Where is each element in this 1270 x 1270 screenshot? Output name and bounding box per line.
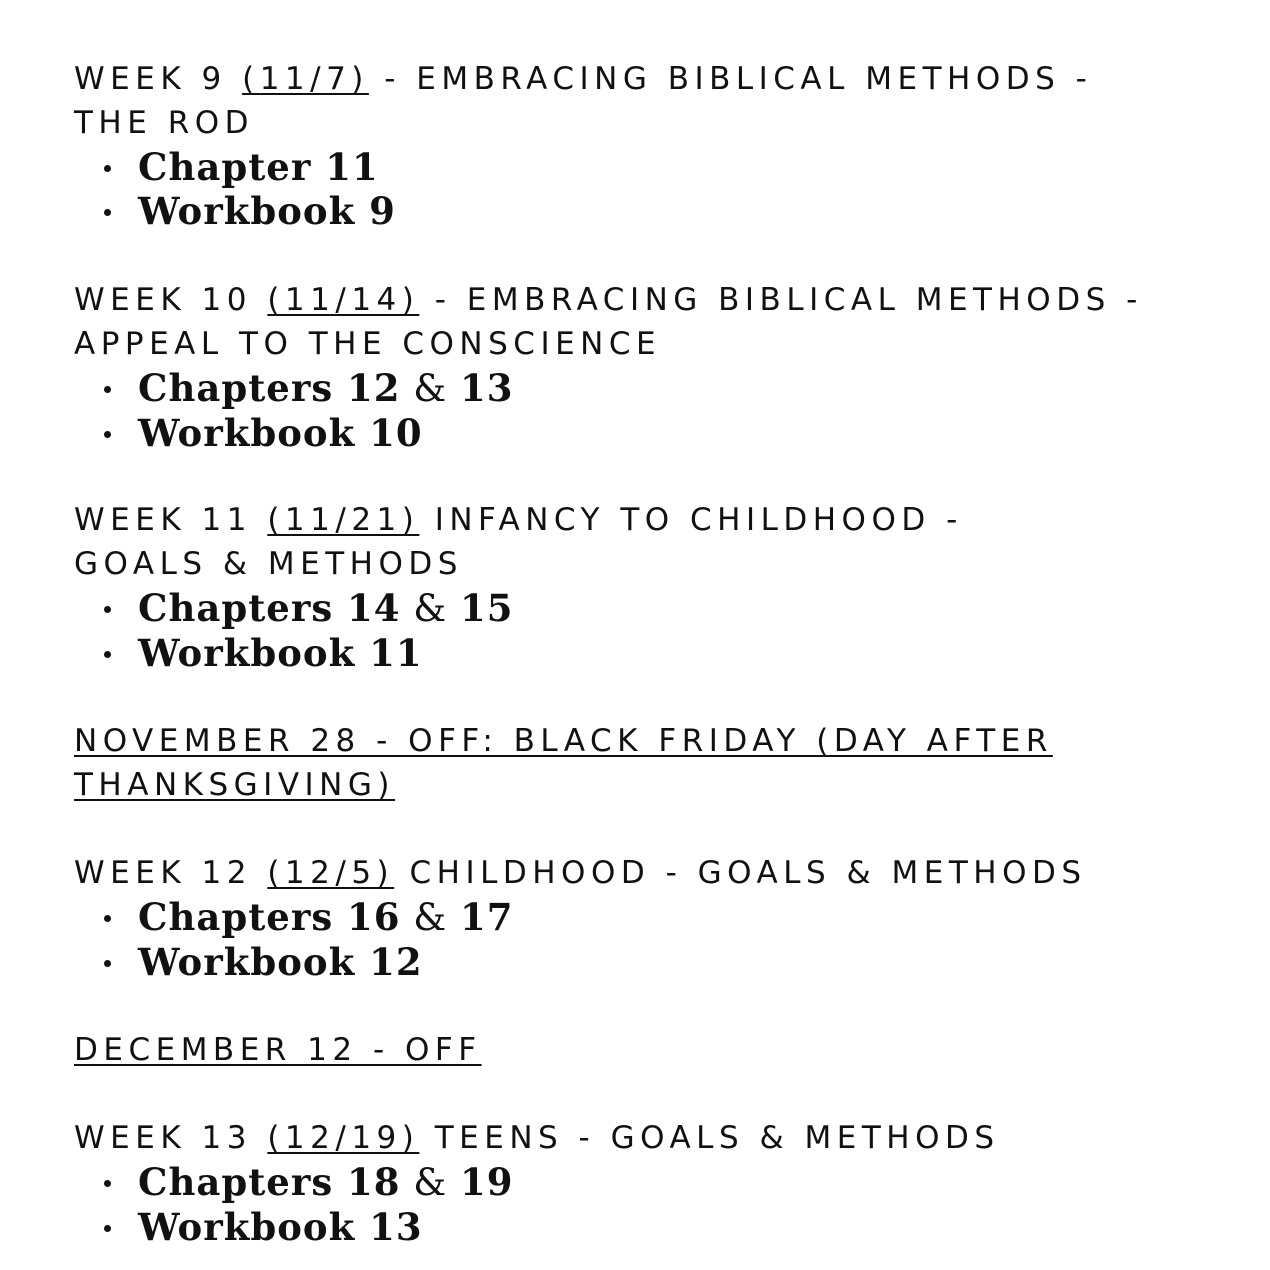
week-date: (11/14) <box>267 282 420 318</box>
week-10-heading <box>74 278 1184 366</box>
week-13-items <box>74 1160 1184 1249</box>
week-date: (12/5) <box>267 855 395 891</box>
week-label: WEEK 10 <box>74 282 252 318</box>
week-title: TEENS - GOALS & METHODS <box>419 1120 1000 1156</box>
week-title: INFANCY TO CHILDHOOD - <box>419 502 963 538</box>
week-10-items <box>74 366 1184 455</box>
list-item: Workbook 12 <box>74 940 1184 984</box>
week-12-section <box>74 851 1184 984</box>
list-item: Workbook 11 <box>74 631 1184 675</box>
week-label: WEEK 9 <box>74 61 227 97</box>
week-13-section <box>74 1116 1184 1249</box>
week-11-heading <box>74 498 1184 586</box>
december-12-off-section <box>74 1028 1184 1072</box>
bullet-icon <box>104 606 111 613</box>
list-item: Workbook 10 <box>74 411 1184 455</box>
week-date: (11/7) <box>242 61 369 97</box>
list-item: Chapter 11 <box>74 145 1184 189</box>
off-day-heading: DECEMBER 12 - OFF <box>74 1032 482 1068</box>
bullet-icon <box>104 915 111 922</box>
week-10-section <box>74 278 1184 455</box>
bullet-icon <box>104 431 111 438</box>
week-label: WEEK 13 <box>74 1120 252 1156</box>
week-title: CHILDHOOD - GOALS & METHODS <box>394 855 1087 891</box>
week-title: - EMBRACING BIBLICAL METHODS - <box>419 282 1143 318</box>
bullet-icon <box>104 960 111 967</box>
off-day-heading: NOVEMBER 28 - OFF: BLACK FRIDAY (DAY AFTER THANKSGIVING) <box>74 723 1053 803</box>
week-12-heading <box>74 851 1184 895</box>
week-9-section <box>74 57 1184 233</box>
week-title-continued: APPEAL TO THE CONSCIENCE <box>74 326 662 362</box>
list-item: Chapters 16 & 17 <box>74 895 1184 940</box>
week-label: WEEK 12 <box>74 855 252 891</box>
list-item: Chapters 12 & 13 <box>74 366 1184 411</box>
november-28-off-section <box>74 719 1184 807</box>
week-12-items <box>74 895 1184 984</box>
week-title-continued: THE ROD <box>74 105 254 141</box>
bullet-icon <box>104 651 111 658</box>
week-11-section <box>74 498 1184 675</box>
week-date: (12/19) <box>267 1120 420 1156</box>
week-label: WEEK 11 <box>74 502 252 538</box>
week-title: - EMBRACING BIBLICAL METHODS - <box>368 61 1093 97</box>
week-date: (11/21) <box>267 502 420 538</box>
week-11-items <box>74 586 1184 675</box>
bullet-icon <box>104 165 111 172</box>
list-item: Chapters 18 & 19 <box>74 1160 1184 1205</box>
bullet-icon <box>104 1180 111 1187</box>
week-13-heading <box>74 1116 1184 1160</box>
bullet-icon <box>104 386 111 393</box>
bullet-icon <box>104 209 111 216</box>
week-9-heading <box>74 57 1184 145</box>
week-9-items <box>74 145 1184 233</box>
week-title-continued: GOALS & METHODS <box>74 546 463 582</box>
list-item: Chapters 14 & 15 <box>74 586 1184 631</box>
list-item: Workbook 13 <box>74 1205 1184 1249</box>
bullet-icon <box>104 1225 111 1232</box>
list-item: Workbook 9 <box>74 189 1184 233</box>
